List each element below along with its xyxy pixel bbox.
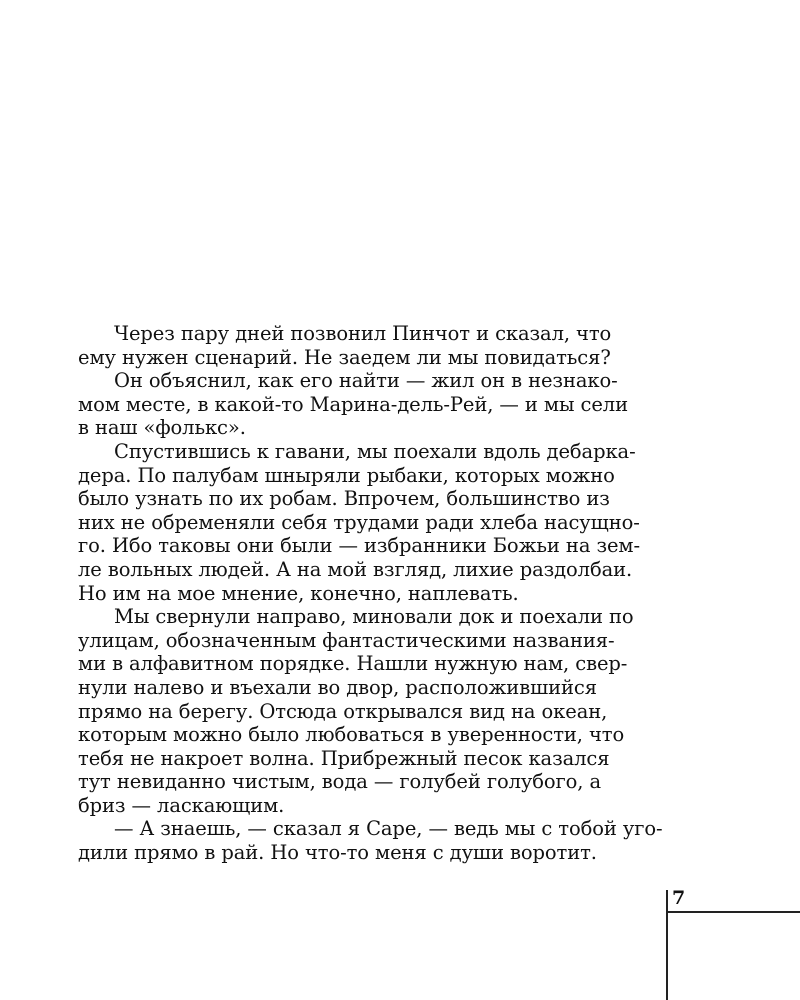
text-line: тебя не накроет волна. Прибрежный песок казался	[78, 746, 610, 770]
text-line: дили прямо в рай. Но что-то меня с души воротит.	[78, 841, 597, 865]
text-line: прямо на берегу. Отсюда открывался вид на океан,	[78, 699, 608, 723]
body-text	[78, 322, 668, 865]
text-line: них не обременяли себя трудами ради хлеба насущно-	[78, 510, 640, 534]
text-line: ле вольных людей. А на мой взгляд, лихие раздолбаи.	[78, 557, 633, 581]
text-line: Спустившись к гавани, мы поехали вдоль дебарка-	[114, 439, 636, 463]
text-line: ми в алфавитном порядке. Нашли нужную нам, свер-	[78, 652, 628, 676]
text-line: мом месте, в какой-то Марина-дель-Рей, — и мы сели	[78, 392, 628, 416]
text-line: Через пару дней позвонил Пинчот и сказал, что	[114, 322, 612, 345]
text-line: улицам, обозначенным фантастическими названия-	[78, 628, 615, 652]
text-line: го. Ибо таковы они были — избранники Божьи на зем-	[78, 534, 640, 558]
page-number-rule-vertical	[666, 890, 668, 1000]
text-line: ему нужен сценарий. Не заедем ли мы повидаться?	[78, 345, 611, 369]
text-line: Он объяснил, как его найти — жил он в незнако-	[114, 369, 618, 393]
text-line: бриз — ласкающим.	[78, 793, 285, 817]
text-line: нули налево и въехали во двор, расположившийся	[78, 675, 597, 699]
text-line: Мы свернули направо, миновали док и поехали по	[114, 605, 634, 629]
page-number-rule-horizontal	[666, 911, 800, 913]
page-number: 7	[672, 887, 686, 909]
text-line: которым можно было любоваться в уверенности, что	[78, 723, 625, 747]
text-line: тут невиданно чистым, вода — голубей голубого, а	[78, 770, 602, 794]
text-line: дера. По палубам шныряли рыбаки, которых можно	[78, 463, 615, 487]
text-line: в наш «фолькс».	[78, 416, 246, 440]
text-line: — А знаешь, — сказал я Саре, — ведь мы с тобой уго-	[114, 817, 663, 841]
text-line: было узнать по их робам. Впрочем, большинство из	[78, 487, 610, 511]
text-line: Но им на мое мнение, конечно, наплевать.	[78, 581, 519, 605]
